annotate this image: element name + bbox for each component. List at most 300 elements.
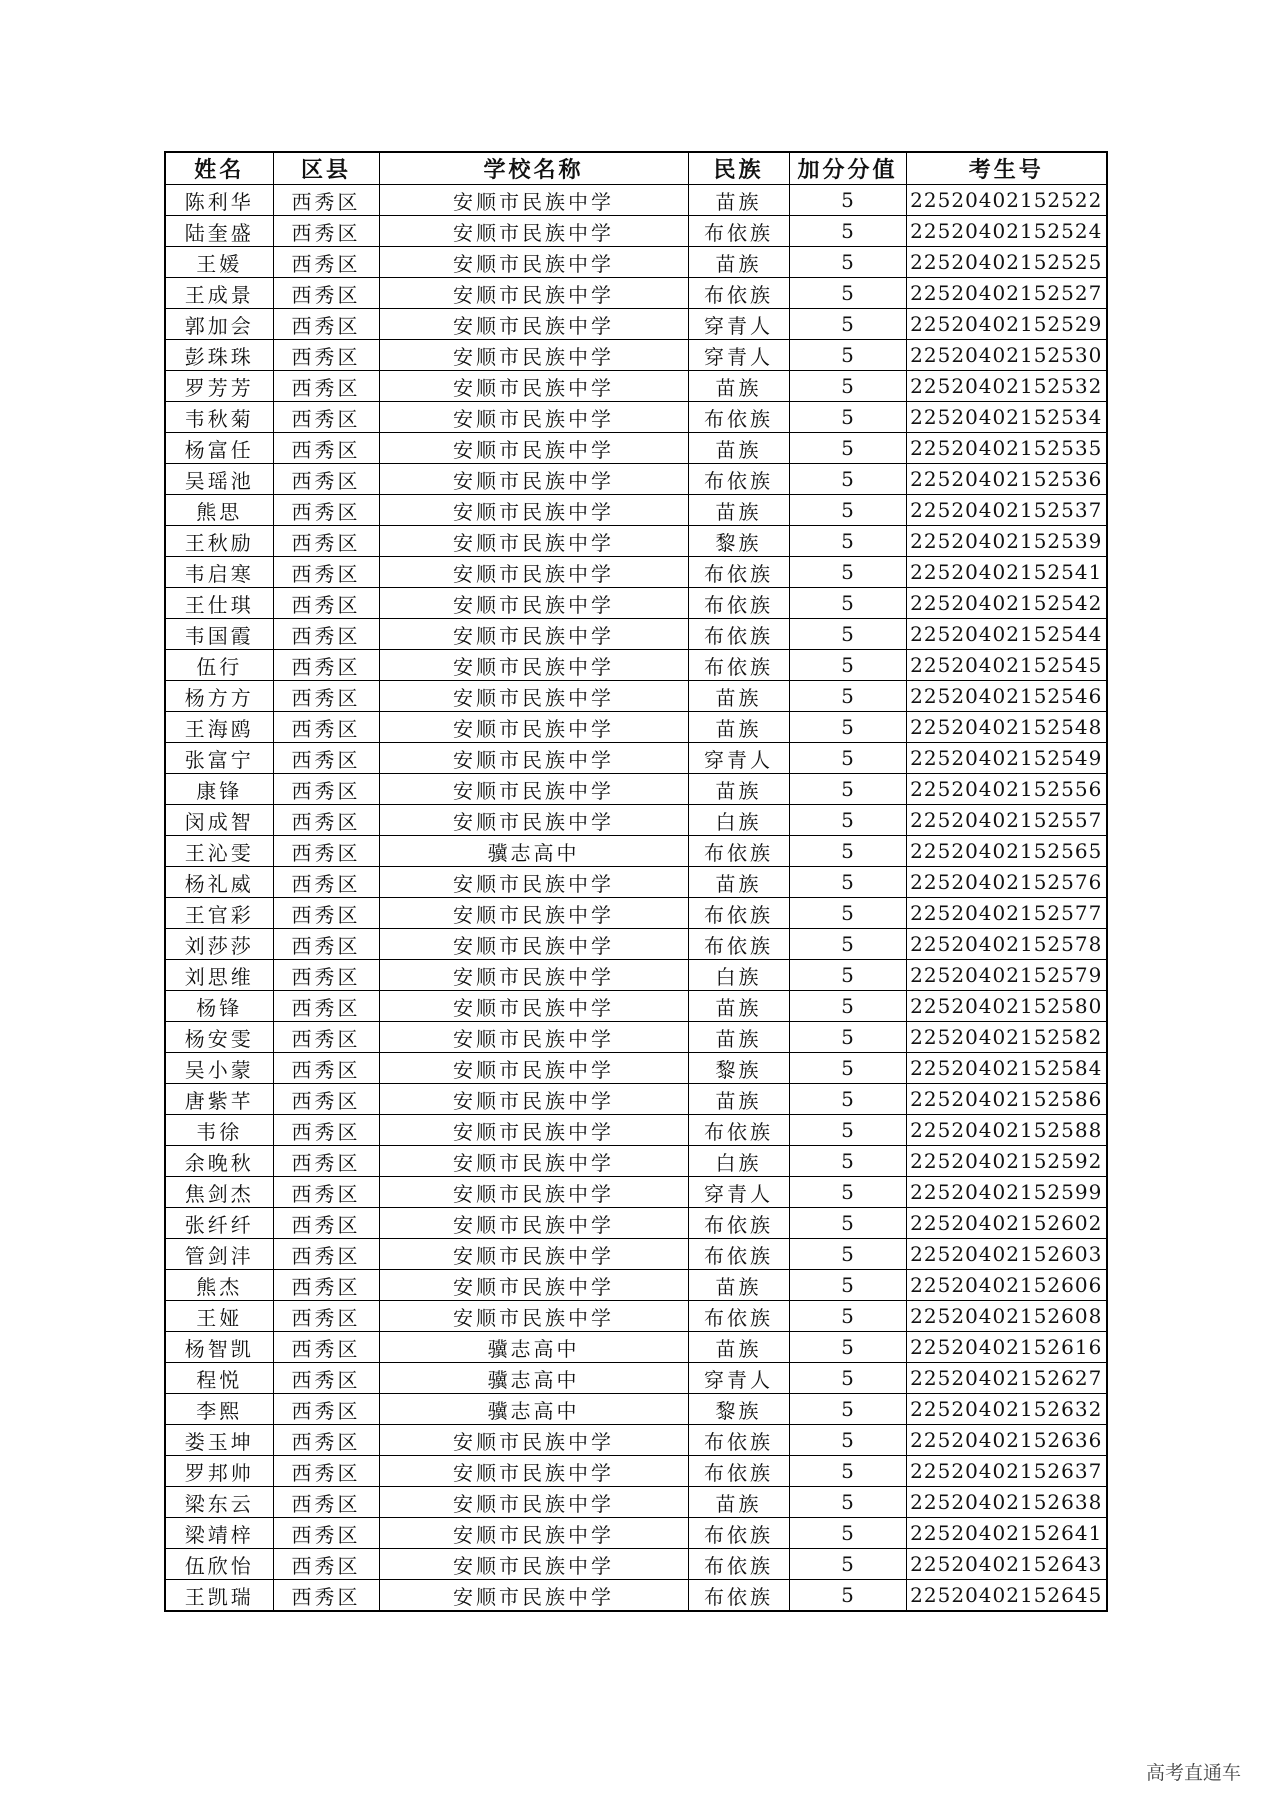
name-cell: 熊杰 bbox=[165, 1270, 273, 1301]
district-cell: 西秀区 bbox=[273, 1518, 379, 1549]
district-cell: 西秀区 bbox=[273, 1146, 379, 1177]
name-cell: 韦启寒 bbox=[165, 557, 273, 588]
school-cell: 安顺市民族中学 bbox=[379, 402, 688, 433]
name-cell: 韦国霞 bbox=[165, 619, 273, 650]
bonus-points-cell: 5 bbox=[789, 1487, 906, 1518]
school-cell: 安顺市民族中学 bbox=[379, 805, 688, 836]
name-cell: 杨富任 bbox=[165, 433, 273, 464]
name-cell: 杨方方 bbox=[165, 681, 273, 712]
district-cell: 西秀区 bbox=[273, 1208, 379, 1239]
table-row bbox=[165, 619, 1107, 650]
school-cell: 骥志高中 bbox=[379, 1394, 688, 1425]
exam-id-cell: 22520402152584 bbox=[906, 1053, 1107, 1084]
exam-id-cell: 22520402152606 bbox=[906, 1270, 1107, 1301]
exam-id-cell: 22520402152530 bbox=[906, 340, 1107, 371]
school-cell: 安顺市民族中学 bbox=[379, 340, 688, 371]
exam-id-cell: 22520402152529 bbox=[906, 309, 1107, 340]
ethnicity-cell: 穿青人 bbox=[688, 1363, 789, 1394]
table-row bbox=[165, 1425, 1107, 1456]
district-cell: 西秀区 bbox=[273, 836, 379, 867]
ethnicity-cell: 布依族 bbox=[688, 619, 789, 650]
ethnicity-cell: 苗族 bbox=[688, 1270, 789, 1301]
district-cell: 西秀区 bbox=[273, 1487, 379, 1518]
ethnicity-cell: 苗族 bbox=[688, 867, 789, 898]
school-cell: 安顺市民族中学 bbox=[379, 1177, 688, 1208]
name-cell: 陈利华 bbox=[165, 185, 273, 216]
ethnicity-cell: 布依族 bbox=[688, 650, 789, 681]
district-cell: 西秀区 bbox=[273, 929, 379, 960]
table-row bbox=[165, 371, 1107, 402]
bonus-points-cell: 5 bbox=[789, 650, 906, 681]
school-cell: 安顺市民族中学 bbox=[379, 898, 688, 929]
district-cell: 西秀区 bbox=[273, 712, 379, 743]
name-cell: 张纤纤 bbox=[165, 1208, 273, 1239]
district-cell: 西秀区 bbox=[273, 1301, 379, 1332]
school-cell: 安顺市民族中学 bbox=[379, 619, 688, 650]
bonus-points-cell: 5 bbox=[789, 1115, 906, 1146]
exam-id-cell: 22520402152544 bbox=[906, 619, 1107, 650]
header-school: 学校名称 bbox=[379, 152, 688, 185]
ethnicity-cell: 布依族 bbox=[688, 216, 789, 247]
bonus-points-cell: 5 bbox=[789, 1425, 906, 1456]
ethnicity-cell: 布依族 bbox=[688, 1425, 789, 1456]
table-row bbox=[165, 867, 1107, 898]
district-cell: 西秀区 bbox=[273, 1332, 379, 1363]
district-cell: 西秀区 bbox=[273, 991, 379, 1022]
school-cell: 安顺市民族中学 bbox=[379, 743, 688, 774]
table-row bbox=[165, 1053, 1107, 1084]
exam-id-cell: 22520402152524 bbox=[906, 216, 1107, 247]
school-cell: 安顺市民族中学 bbox=[379, 278, 688, 309]
exam-id-cell: 22520402152580 bbox=[906, 991, 1107, 1022]
bonus-points-cell: 5 bbox=[789, 1394, 906, 1425]
table-row bbox=[165, 1146, 1107, 1177]
bonus-points-cell: 5 bbox=[789, 991, 906, 1022]
ethnicity-cell: 布依族 bbox=[688, 588, 789, 619]
school-cell: 安顺市民族中学 bbox=[379, 712, 688, 743]
school-cell: 骥志高中 bbox=[379, 836, 688, 867]
ethnicity-cell: 布依族 bbox=[688, 1239, 789, 1270]
district-cell: 西秀区 bbox=[273, 1363, 379, 1394]
school-cell: 安顺市民族中学 bbox=[379, 185, 688, 216]
school-cell: 安顺市民族中学 bbox=[379, 526, 688, 557]
ethnicity-cell: 苗族 bbox=[688, 681, 789, 712]
school-cell: 安顺市民族中学 bbox=[379, 1518, 688, 1549]
school-cell: 安顺市民族中学 bbox=[379, 867, 688, 898]
ethnicity-cell: 苗族 bbox=[688, 712, 789, 743]
bonus-points-cell: 5 bbox=[789, 1580, 906, 1612]
name-cell: 吴小蒙 bbox=[165, 1053, 273, 1084]
exam-id-cell: 22520402152522 bbox=[906, 185, 1107, 216]
exam-id-cell: 22520402152536 bbox=[906, 464, 1107, 495]
district-cell: 西秀区 bbox=[273, 867, 379, 898]
exam-id-cell: 22520402152637 bbox=[906, 1456, 1107, 1487]
exam-id-cell: 22520402152535 bbox=[906, 433, 1107, 464]
exam-id-cell: 22520402152641 bbox=[906, 1518, 1107, 1549]
name-cell: 吴瑶池 bbox=[165, 464, 273, 495]
exam-id-cell: 22520402152636 bbox=[906, 1425, 1107, 1456]
table-row bbox=[165, 1549, 1107, 1580]
district-cell: 西秀区 bbox=[273, 495, 379, 526]
ethnicity-cell: 苗族 bbox=[688, 1084, 789, 1115]
table-body bbox=[165, 185, 1107, 1612]
bonus-points-cell: 5 bbox=[789, 185, 906, 216]
table-row bbox=[165, 1177, 1107, 1208]
district-cell: 西秀区 bbox=[273, 1053, 379, 1084]
district-cell: 西秀区 bbox=[273, 557, 379, 588]
bonus-points-cell: 5 bbox=[789, 557, 906, 588]
ethnicity-cell: 黎族 bbox=[688, 1394, 789, 1425]
name-cell: 伍欣怡 bbox=[165, 1549, 273, 1580]
bonus-points-cell: 5 bbox=[789, 1518, 906, 1549]
header-bonus-points: 加分分值 bbox=[789, 152, 906, 185]
district-cell: 西秀区 bbox=[273, 464, 379, 495]
table-row bbox=[165, 588, 1107, 619]
bonus-points-cell: 5 bbox=[789, 619, 906, 650]
ethnicity-cell: 布依族 bbox=[688, 836, 789, 867]
name-cell: 焦剑杰 bbox=[165, 1177, 273, 1208]
name-cell: 熊思 bbox=[165, 495, 273, 526]
header-exam-id: 考生号 bbox=[906, 152, 1107, 185]
bonus-points-cell: 5 bbox=[789, 1239, 906, 1270]
name-cell: 罗芳芳 bbox=[165, 371, 273, 402]
exam-id-cell: 22520402152542 bbox=[906, 588, 1107, 619]
district-cell: 西秀区 bbox=[273, 1580, 379, 1612]
table-row bbox=[165, 216, 1107, 247]
ethnicity-cell: 布依族 bbox=[688, 402, 789, 433]
ethnicity-cell: 布依族 bbox=[688, 929, 789, 960]
table-row bbox=[165, 1115, 1107, 1146]
exam-id-cell: 22520402152546 bbox=[906, 681, 1107, 712]
bonus-points-cell: 5 bbox=[789, 340, 906, 371]
ethnicity-cell: 布依族 bbox=[688, 278, 789, 309]
exam-id-cell: 22520402152616 bbox=[906, 1332, 1107, 1363]
exam-id-cell: 22520402152532 bbox=[906, 371, 1107, 402]
bonus-points-cell: 5 bbox=[789, 309, 906, 340]
name-cell: 王成景 bbox=[165, 278, 273, 309]
school-cell: 安顺市民族中学 bbox=[379, 1115, 688, 1146]
header-ethnicity: 民族 bbox=[688, 152, 789, 185]
ethnicity-cell: 苗族 bbox=[688, 1332, 789, 1363]
exam-id-cell: 22520402152632 bbox=[906, 1394, 1107, 1425]
bonus-points-cell: 5 bbox=[789, 1270, 906, 1301]
table-row bbox=[165, 1301, 1107, 1332]
name-cell: 王海鸥 bbox=[165, 712, 273, 743]
district-cell: 西秀区 bbox=[273, 216, 379, 247]
name-cell: 郭加会 bbox=[165, 309, 273, 340]
table-row bbox=[165, 1084, 1107, 1115]
bonus-points-cell: 5 bbox=[789, 402, 906, 433]
name-cell: 杨锋 bbox=[165, 991, 273, 1022]
name-cell: 刘思维 bbox=[165, 960, 273, 991]
table-row bbox=[165, 898, 1107, 929]
school-cell: 安顺市民族中学 bbox=[379, 650, 688, 681]
table-row bbox=[165, 1518, 1107, 1549]
bonus-points-cell: 5 bbox=[789, 526, 906, 557]
school-cell: 安顺市民族中学 bbox=[379, 1425, 688, 1456]
table-row bbox=[165, 1580, 1107, 1612]
exam-id-cell: 22520402152565 bbox=[906, 836, 1107, 867]
bonus-points-cell: 5 bbox=[789, 1084, 906, 1115]
school-cell: 安顺市民族中学 bbox=[379, 1239, 688, 1270]
bonus-points-cell: 5 bbox=[789, 216, 906, 247]
exam-id-cell: 22520402152645 bbox=[906, 1580, 1107, 1612]
exam-id-cell: 22520402152541 bbox=[906, 557, 1107, 588]
table-row bbox=[165, 402, 1107, 433]
name-cell: 王仕琪 bbox=[165, 588, 273, 619]
ethnicity-cell: 穿青人 bbox=[688, 1177, 789, 1208]
ethnicity-cell: 白族 bbox=[688, 960, 789, 991]
district-cell: 西秀区 bbox=[273, 433, 379, 464]
ethnicity-cell: 穿青人 bbox=[688, 340, 789, 371]
table-row bbox=[165, 681, 1107, 712]
name-cell: 杨礼威 bbox=[165, 867, 273, 898]
school-cell: 安顺市民族中学 bbox=[379, 681, 688, 712]
district-cell: 西秀区 bbox=[273, 619, 379, 650]
table-row bbox=[165, 1022, 1107, 1053]
district-cell: 西秀区 bbox=[273, 526, 379, 557]
bonus-points-cell: 5 bbox=[789, 1549, 906, 1580]
exam-id-cell: 22520402152549 bbox=[906, 743, 1107, 774]
table-row bbox=[165, 743, 1107, 774]
ethnicity-cell: 布依族 bbox=[688, 464, 789, 495]
school-cell: 安顺市民族中学 bbox=[379, 495, 688, 526]
exam-id-cell: 22520402152586 bbox=[906, 1084, 1107, 1115]
school-cell: 安顺市民族中学 bbox=[379, 1146, 688, 1177]
district-cell: 西秀区 bbox=[273, 681, 379, 712]
exam-id-cell: 22520402152638 bbox=[906, 1487, 1107, 1518]
exam-id-cell: 22520402152578 bbox=[906, 929, 1107, 960]
district-cell: 西秀区 bbox=[273, 1394, 379, 1425]
table-row bbox=[165, 278, 1107, 309]
district-cell: 西秀区 bbox=[273, 247, 379, 278]
table-row bbox=[165, 1208, 1107, 1239]
exam-id-cell: 22520402152527 bbox=[906, 278, 1107, 309]
name-cell: 罗邦帅 bbox=[165, 1456, 273, 1487]
ethnicity-cell: 布依族 bbox=[688, 1580, 789, 1612]
bonus-points-cell: 5 bbox=[789, 247, 906, 278]
school-cell: 安顺市民族中学 bbox=[379, 774, 688, 805]
school-cell: 安顺市民族中学 bbox=[379, 1270, 688, 1301]
bonus-points-cell: 5 bbox=[789, 1022, 906, 1053]
bonus-points-cell: 5 bbox=[789, 681, 906, 712]
exam-id-cell: 22520402152534 bbox=[906, 402, 1107, 433]
name-cell: 伍行 bbox=[165, 650, 273, 681]
bonus-points-cell: 5 bbox=[789, 464, 906, 495]
district-cell: 西秀区 bbox=[273, 1270, 379, 1301]
name-cell: 杨智凯 bbox=[165, 1332, 273, 1363]
ethnicity-cell: 苗族 bbox=[688, 185, 789, 216]
exam-id-cell: 22520402152557 bbox=[906, 805, 1107, 836]
name-cell: 杨安雯 bbox=[165, 1022, 273, 1053]
school-cell: 安顺市民族中学 bbox=[379, 557, 688, 588]
table-row bbox=[165, 805, 1107, 836]
table-row bbox=[165, 526, 1107, 557]
district-cell: 西秀区 bbox=[273, 743, 379, 774]
bonus-points-cell: 5 bbox=[789, 1301, 906, 1332]
exam-id-cell: 22520402152537 bbox=[906, 495, 1107, 526]
bonus-points-cell: 5 bbox=[789, 774, 906, 805]
header-row bbox=[165, 152, 1107, 185]
school-cell: 安顺市民族中学 bbox=[379, 1084, 688, 1115]
watermark: 高考直通车 bbox=[1146, 1762, 1242, 1784]
name-cell: 王秋励 bbox=[165, 526, 273, 557]
table-row bbox=[165, 433, 1107, 464]
bonus-points-cell: 5 bbox=[789, 929, 906, 960]
district-cell: 西秀区 bbox=[273, 1456, 379, 1487]
name-cell: 娄玉坤 bbox=[165, 1425, 273, 1456]
table-row bbox=[165, 495, 1107, 526]
name-cell: 程悦 bbox=[165, 1363, 273, 1394]
bonus-points-cell: 5 bbox=[789, 1332, 906, 1363]
bonus-points-cell: 5 bbox=[789, 960, 906, 991]
school-cell: 安顺市民族中学 bbox=[379, 1208, 688, 1239]
bonus-points-cell: 5 bbox=[789, 1177, 906, 1208]
table-row bbox=[165, 1363, 1107, 1394]
district-cell: 西秀区 bbox=[273, 1239, 379, 1270]
table-row bbox=[165, 464, 1107, 495]
district-cell: 西秀区 bbox=[273, 1084, 379, 1115]
name-cell: 王官彩 bbox=[165, 898, 273, 929]
exam-id-cell: 22520402152599 bbox=[906, 1177, 1107, 1208]
exam-id-cell: 22520402152525 bbox=[906, 247, 1107, 278]
name-cell: 王沁雯 bbox=[165, 836, 273, 867]
school-cell: 安顺市民族中学 bbox=[379, 1022, 688, 1053]
exam-id-cell: 22520402152548 bbox=[906, 712, 1107, 743]
ethnicity-cell: 布依族 bbox=[688, 1549, 789, 1580]
name-cell: 管剑沣 bbox=[165, 1239, 273, 1270]
name-cell: 韦秋菊 bbox=[165, 402, 273, 433]
ethnicity-cell: 苗族 bbox=[688, 1487, 789, 1518]
exam-id-cell: 22520402152582 bbox=[906, 1022, 1107, 1053]
bonus-points-cell: 5 bbox=[789, 712, 906, 743]
bonus-points-cell: 5 bbox=[789, 1208, 906, 1239]
ethnicity-cell: 穿青人 bbox=[688, 309, 789, 340]
name-cell: 刘莎莎 bbox=[165, 929, 273, 960]
table-row bbox=[165, 1456, 1107, 1487]
bonus-points-cell: 5 bbox=[789, 433, 906, 464]
table-row bbox=[165, 1270, 1107, 1301]
bonus-points-cell: 5 bbox=[789, 743, 906, 774]
ethnicity-cell: 布依族 bbox=[688, 1301, 789, 1332]
name-cell: 王凯瑞 bbox=[165, 1580, 273, 1612]
district-cell: 西秀区 bbox=[273, 402, 379, 433]
school-cell: 骥志高中 bbox=[379, 1332, 688, 1363]
school-cell: 安顺市民族中学 bbox=[379, 1053, 688, 1084]
bonus-points-cell: 5 bbox=[789, 1363, 906, 1394]
table-row bbox=[165, 1332, 1107, 1363]
district-cell: 西秀区 bbox=[273, 371, 379, 402]
ethnicity-cell: 布依族 bbox=[688, 1456, 789, 1487]
district-cell: 西秀区 bbox=[273, 1177, 379, 1208]
ethnicity-cell: 苗族 bbox=[688, 495, 789, 526]
exam-id-cell: 22520402152539 bbox=[906, 526, 1107, 557]
ethnicity-cell: 苗族 bbox=[688, 371, 789, 402]
bonus-points-cell: 5 bbox=[789, 1053, 906, 1084]
table-row bbox=[165, 1394, 1107, 1425]
bonus-points-cell: 5 bbox=[789, 1456, 906, 1487]
bonus-points-cell: 5 bbox=[789, 898, 906, 929]
ethnicity-cell: 黎族 bbox=[688, 1053, 789, 1084]
district-cell: 西秀区 bbox=[273, 340, 379, 371]
exam-id-cell: 22520402152643 bbox=[906, 1549, 1107, 1580]
ethnicity-cell: 苗族 bbox=[688, 1022, 789, 1053]
school-cell: 骥志高中 bbox=[379, 1363, 688, 1394]
ethnicity-cell: 黎族 bbox=[688, 526, 789, 557]
name-cell: 梁靖梓 bbox=[165, 1518, 273, 1549]
district-cell: 西秀区 bbox=[273, 185, 379, 216]
table-row bbox=[165, 774, 1107, 805]
school-cell: 安顺市民族中学 bbox=[379, 960, 688, 991]
table-row bbox=[165, 836, 1107, 867]
ethnicity-cell: 布依族 bbox=[688, 1115, 789, 1146]
district-cell: 西秀区 bbox=[273, 960, 379, 991]
ethnicity-cell: 苗族 bbox=[688, 991, 789, 1022]
exam-id-cell: 22520402152602 bbox=[906, 1208, 1107, 1239]
district-cell: 西秀区 bbox=[273, 774, 379, 805]
exam-id-cell: 22520402152579 bbox=[906, 960, 1107, 991]
school-cell: 安顺市民族中学 bbox=[379, 309, 688, 340]
table-row bbox=[165, 247, 1107, 278]
ethnicity-cell: 白族 bbox=[688, 805, 789, 836]
school-cell: 安顺市民族中学 bbox=[379, 216, 688, 247]
exam-id-cell: 22520402152608 bbox=[906, 1301, 1107, 1332]
school-cell: 安顺市民族中学 bbox=[379, 588, 688, 619]
exam-id-cell: 22520402152588 bbox=[906, 1115, 1107, 1146]
district-cell: 西秀区 bbox=[273, 1022, 379, 1053]
exam-id-cell: 22520402152603 bbox=[906, 1239, 1107, 1270]
table-row bbox=[165, 650, 1107, 681]
school-cell: 安顺市民族中学 bbox=[379, 433, 688, 464]
ethnicity-cell: 苗族 bbox=[688, 774, 789, 805]
name-cell: 李熙 bbox=[165, 1394, 273, 1425]
header-name: 姓名 bbox=[165, 152, 273, 185]
bonus-points-cell: 5 bbox=[789, 278, 906, 309]
name-cell: 张富宁 bbox=[165, 743, 273, 774]
school-cell: 安顺市民族中学 bbox=[379, 991, 688, 1022]
bonus-points-cell: 5 bbox=[789, 495, 906, 526]
exam-id-cell: 22520402152627 bbox=[906, 1363, 1107, 1394]
table-row bbox=[165, 185, 1107, 216]
name-cell: 闵成智 bbox=[165, 805, 273, 836]
name-cell: 陆奎盛 bbox=[165, 216, 273, 247]
name-cell: 王媛 bbox=[165, 247, 273, 278]
school-cell: 安顺市民族中学 bbox=[379, 464, 688, 495]
ethnicity-cell: 苗族 bbox=[688, 433, 789, 464]
exam-id-cell: 22520402152592 bbox=[906, 1146, 1107, 1177]
name-cell: 余晚秋 bbox=[165, 1146, 273, 1177]
name-cell: 唐紫芊 bbox=[165, 1084, 273, 1115]
table-row bbox=[165, 1487, 1107, 1518]
district-cell: 西秀区 bbox=[273, 309, 379, 340]
school-cell: 安顺市民族中学 bbox=[379, 1487, 688, 1518]
school-cell: 安顺市民族中学 bbox=[379, 1580, 688, 1612]
school-cell: 安顺市民族中学 bbox=[379, 1301, 688, 1332]
bonus-points-cell: 5 bbox=[789, 805, 906, 836]
district-cell: 西秀区 bbox=[273, 1549, 379, 1580]
name-cell: 康锋 bbox=[165, 774, 273, 805]
table-row bbox=[165, 929, 1107, 960]
district-cell: 西秀区 bbox=[273, 1425, 379, 1456]
table-row bbox=[165, 991, 1107, 1022]
table-row bbox=[165, 557, 1107, 588]
district-cell: 西秀区 bbox=[273, 898, 379, 929]
exam-id-cell: 22520402152576 bbox=[906, 867, 1107, 898]
ethnicity-cell: 布依族 bbox=[688, 1208, 789, 1239]
ethnicity-cell: 布依族 bbox=[688, 898, 789, 929]
bonus-points-cell: 5 bbox=[789, 867, 906, 898]
district-cell: 西秀区 bbox=[273, 1115, 379, 1146]
